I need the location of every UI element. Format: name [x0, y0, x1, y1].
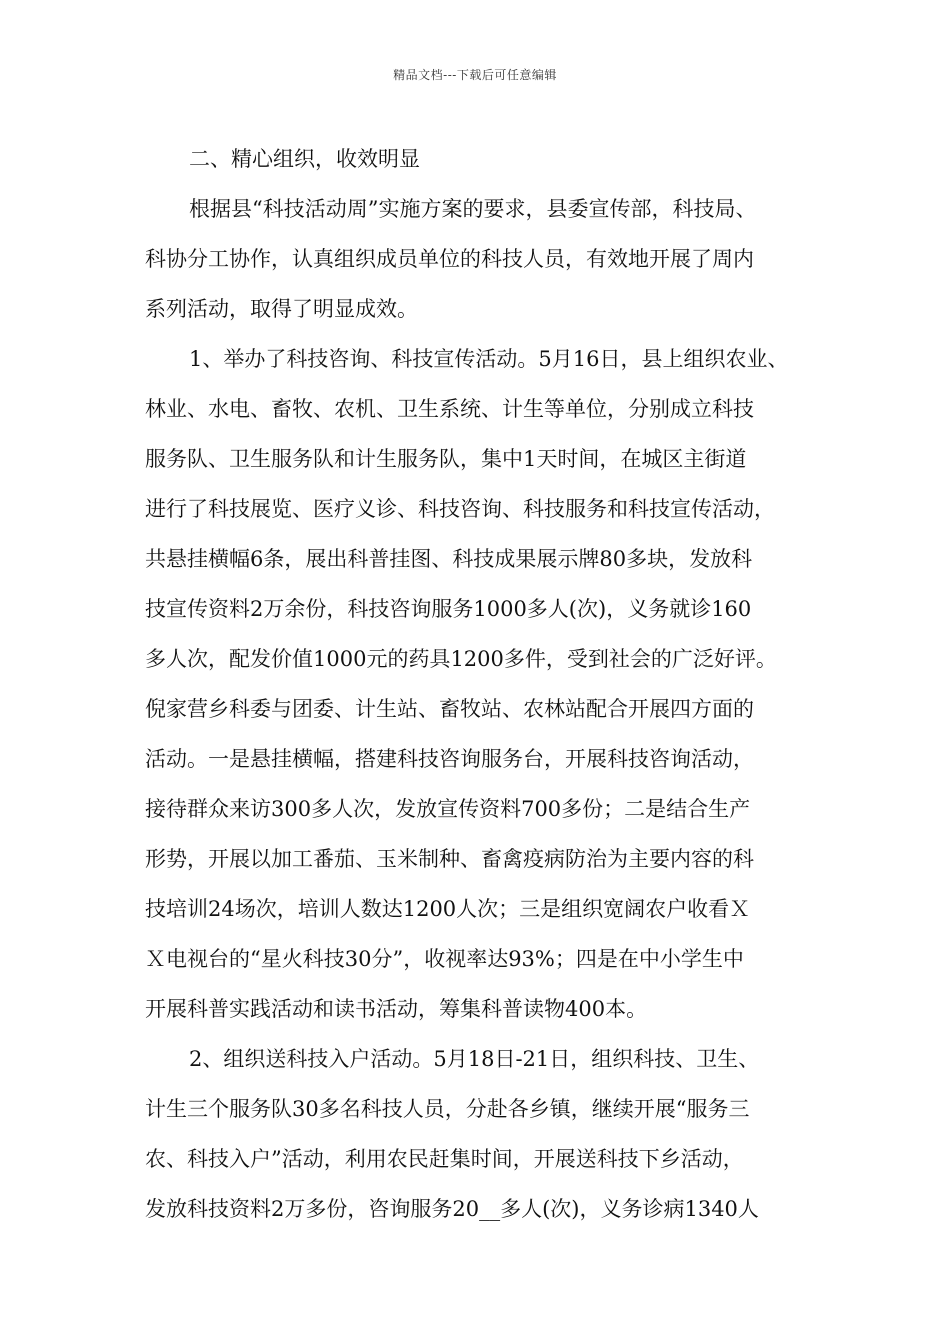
paragraph-line: 活动。一是悬挂横幅，搭建科技咨询服务台，开展科技咨询活动， [145, 747, 754, 771]
paragraph-line: 技宣传资料2万余份，科技咨询服务1000多人(次)，义务就诊160 [145, 597, 752, 621]
paragraph-line: 系列活动，取得了明显成效。 [145, 297, 418, 321]
page-header: 精品文档---下载后可任意编辑 [393, 68, 557, 82]
paragraph-line: 接待群众来访300多人次，发放宣传资料700多份；二是结合生产 [145, 797, 751, 821]
paragraph-line: 根据县“科技活动周”实施方案的要求，县委宣传部，科技局、 [189, 197, 757, 221]
document-body [145, 134, 813, 1234]
paragraph-line: 2、组织送科技入户活动。5月18日-21日，组织科技、卫生、 [189, 1047, 760, 1071]
paragraph-line: 1、举办了科技咨询、科技宣传活动。5月16日，县上组织农业、 [189, 347, 789, 371]
paragraph-line: 计生三个服务队30多名科技人员，分赴各乡镇，继续开展“服务三 [145, 1097, 750, 1121]
paragraph-line: 倪家营乡科委与团委、计生站、畜牧站、农林站配合开展四方面的 [145, 697, 754, 721]
paragraph-line: 服务队、卫生服务队和计生服务队，集中1天时间，在城区主街道 [145, 447, 747, 471]
paragraph-line: 林业、水电、畜牧、农机、卫生系统、计生等单位，分别成立科技 [145, 397, 754, 421]
paragraph-line: 发放科技资料2万多份，咨询服务20__多人(次)，义务诊病1340人 [145, 1197, 759, 1221]
paragraph-line: 农、科技入户”活动，利用农民赶集时间，开展送科技下乡活动， [145, 1147, 744, 1171]
paragraph-line: Ｘ电视台的“星火科技30分”，收视率达93%；四是在中小学生中 [145, 947, 744, 971]
section-heading: 二、精心组织，收效明显 [189, 147, 420, 171]
paragraph-line: 多人次，配发价值1000元的药具1200多件，受到社会的广泛好评。 [145, 647, 777, 671]
paragraph-line: 形势，开展以加工番茄、玉米制种、畜禽疫病防治为主要内容的科 [145, 847, 754, 871]
paragraph-line: 进行了科技展览、医疗义诊、科技咨询、科技服务和科技宣传活动， [145, 497, 775, 521]
paragraph-line: 技培训24场次，培训人数达1200人次；三是组织宽阔农户收看Ｘ [145, 897, 751, 921]
paragraph-line: 科协分工协作，认真组织成员单位的科技人员，有效地开展了周内 [145, 247, 754, 271]
paragraph-line: 共悬挂横幅6条，展出科普挂图、科技成果展示牌80多块，发放科 [145, 547, 753, 571]
paragraph-line: 开展科普实践活动和读书活动，筹集科普读物400本。 [145, 997, 648, 1021]
